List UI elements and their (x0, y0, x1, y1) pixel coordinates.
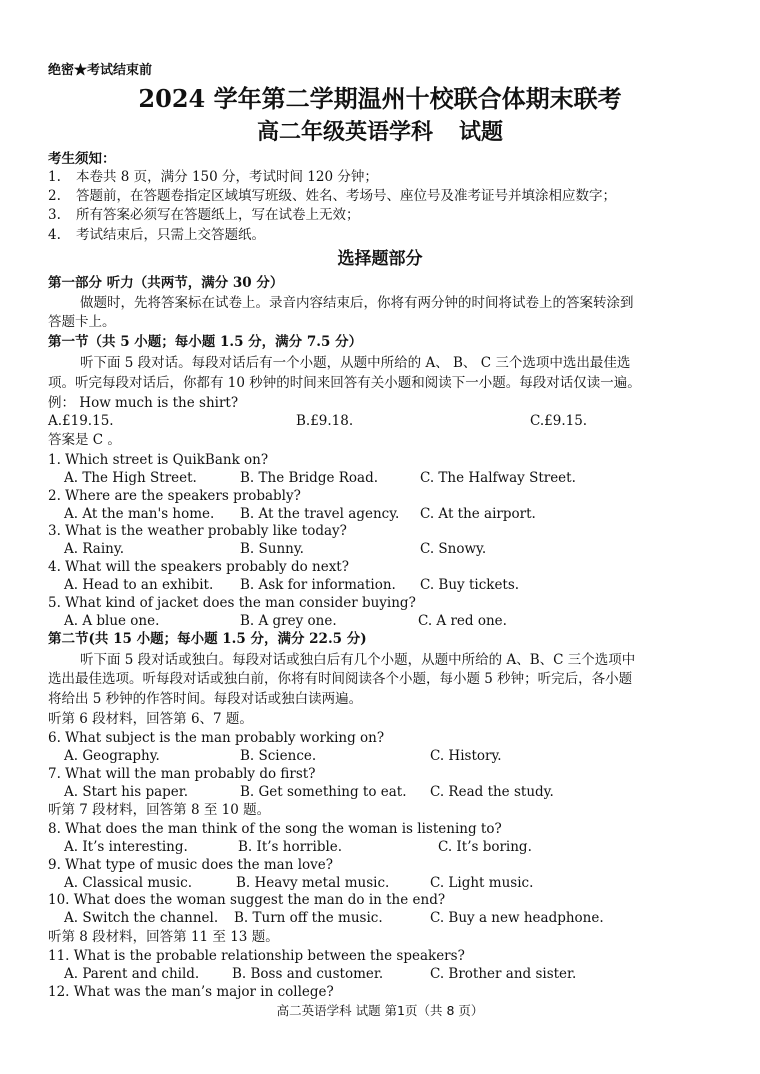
option-a: A. Start his paper. (64, 784, 189, 800)
section2-intro: 选出最佳选项。听每段对话或独白前，你将有时间阅读各个小题，每小题 5 秒钟；听完后，各小题 (48, 671, 633, 687)
option-b: B. The Bridge Road. (240, 470, 379, 486)
section2-heading: 第二节(共 15 小题；每小题 1.5 分，满分 22.5 分) (48, 631, 367, 647)
option-a: A. Geography. (64, 748, 160, 764)
question: 1. Which street is QuikBank on? (48, 452, 269, 468)
question: 6. What subject is the man probably working on? (48, 730, 385, 746)
exam-subtitle (0, 118, 760, 146)
example-option-b: B.£9.18. (296, 413, 354, 429)
example-question: 例： How much is the shirt? (48, 395, 239, 411)
part1-intro: 做题时，先将答案标在试卷上。录音内容结束后，你将有两分钟的时间将试卷上的答案转涂到 (80, 295, 634, 311)
question: 8. What does the man think of the song the woman is listening to? (48, 821, 502, 837)
option-a: A. Classical music. (64, 875, 193, 891)
notice-item: 3. 所有答案必须写在答题纸上，写在试卷上无效； (48, 207, 360, 223)
part1-heading: 第一部分 听力（共两节，满分 30 分） (48, 275, 284, 291)
option-c: C. Brother and sister. (430, 966, 577, 982)
option-a: A. Rainy. (64, 541, 124, 557)
section1-heading: 第一节（共 5 小题；每小题 1.5 分，满分 7.5 分） (48, 334, 363, 350)
option-c: C. Read the study. (430, 784, 554, 800)
paper-label: 试题 (459, 119, 504, 145)
option-c: C. The Halfway Street. (420, 470, 576, 486)
question: 4. What will the speakers probably do next? (48, 559, 349, 575)
page-footer: 高二英语学科 试题 第1页（共 8 页） (276, 1003, 484, 1018)
option-a: A. The High Street. (64, 470, 197, 486)
option-c: C. At the airport. (420, 506, 536, 522)
section2-intro: 听下面 5 段对话或独白。每段对话或独白后有几个小题，从题中所给的 A、B、C 三个选项中 (80, 652, 636, 668)
secret-label: 绝密★考试结束前 (48, 63, 153, 78)
question: 9. What type of music does the man love? (48, 857, 334, 873)
question: 7. What will the man probably do first? (48, 766, 316, 782)
notice-heading: 考生须知： (48, 151, 116, 167)
exam-title: 2024 学年第二学期温州十校联合体期末联考 (138, 84, 622, 113)
material-label: 听第 6 段材料，回答第 6、7 题。 (48, 711, 253, 727)
option-b: B. A grey one. (240, 613, 337, 629)
question: 2. Where are the speakers probably? (48, 488, 301, 504)
option-b: B. At the travel agency. (240, 506, 400, 522)
option-c: C. History. (430, 748, 502, 764)
section-title: 选择题部分 (337, 249, 423, 269)
example-option-a: A.£19.15. (48, 413, 114, 429)
section2-intro: 将给出 5 秒钟的作答时间。每段对话或独白读两遍。 (48, 691, 363, 707)
notice-item: 2. 答题前，在答题卷指定区域填写班级、姓名、考场号、座位号及准考证号并填涂相应数字； (48, 188, 616, 204)
notice-item: 4. 考试结束后，只需上交答题纸。 (48, 227, 265, 243)
option-b: B. Sunny. (240, 541, 304, 557)
option-c: C. It’s boring. (438, 839, 532, 855)
notice-item: 1. 本卷共 8 页，满分 150 分，考试时间 120 分钟； (48, 169, 378, 185)
option-c: C. Buy tickets. (420, 577, 520, 593)
example-option-c: C.£9.15. (530, 413, 588, 429)
option-a: A. Switch the channel. (64, 910, 219, 926)
question: 12. What was the man’s major in college? (48, 984, 334, 1000)
example-answer: 答案是 C 。 (48, 432, 121, 448)
option-a: A. Head to an exhibit. (64, 577, 214, 593)
option-b: B. Ask for information. (240, 577, 396, 593)
question: 11. What is the probable relationship between the speakers? (48, 948, 465, 964)
question: 5. What kind of jacket does the man consider buying? (48, 595, 416, 611)
question: 3. What is the weather probably like today? (48, 523, 347, 539)
material-label: 听第 7 段材料，回答第 8 至 10 题。 (48, 802, 271, 818)
option-b: B. It’s horrible. (238, 839, 343, 855)
option-a: A. At the man's home. (64, 506, 215, 522)
section1-intro: 听下面 5 段对话。每段对话后有一个小题，从题中所给的 A、 B、 C 三个选项中选出最佳选 (80, 355, 631, 371)
option-a: A. It’s interesting. (64, 839, 188, 855)
option-c: C. Buy a new headphone. (430, 910, 604, 926)
part1-intro: 答题卡上。 (48, 314, 116, 330)
option-c: C. A red one. (418, 613, 507, 629)
option-b: B. Get something to eat. (240, 784, 407, 800)
option-b: B. Boss and customer. (232, 966, 384, 982)
question: 10. What does the woman suggest the man do in the end? (48, 892, 446, 908)
material-label: 听第 8 段材料，回答第 11 至 13 题。 (48, 929, 279, 945)
section1-intro: 项。听完每段对话后，你都有 10 秒钟的时间来回答有关小题和阅读下一小题。每段对话仅读一遍。 (48, 375, 641, 391)
option-b: B. Heavy metal music. (236, 875, 390, 891)
option-b: B. Science. (240, 748, 317, 764)
subject-label: 高二年级英语学科 (256, 119, 433, 145)
option-b: B. Turn off the music. (234, 910, 383, 926)
option-c: C. Light music. (430, 875, 534, 891)
option-c: C. Snowy. (420, 541, 487, 557)
option-a: A. A blue one. (64, 613, 160, 629)
option-a: A. Parent and child. (64, 966, 200, 982)
